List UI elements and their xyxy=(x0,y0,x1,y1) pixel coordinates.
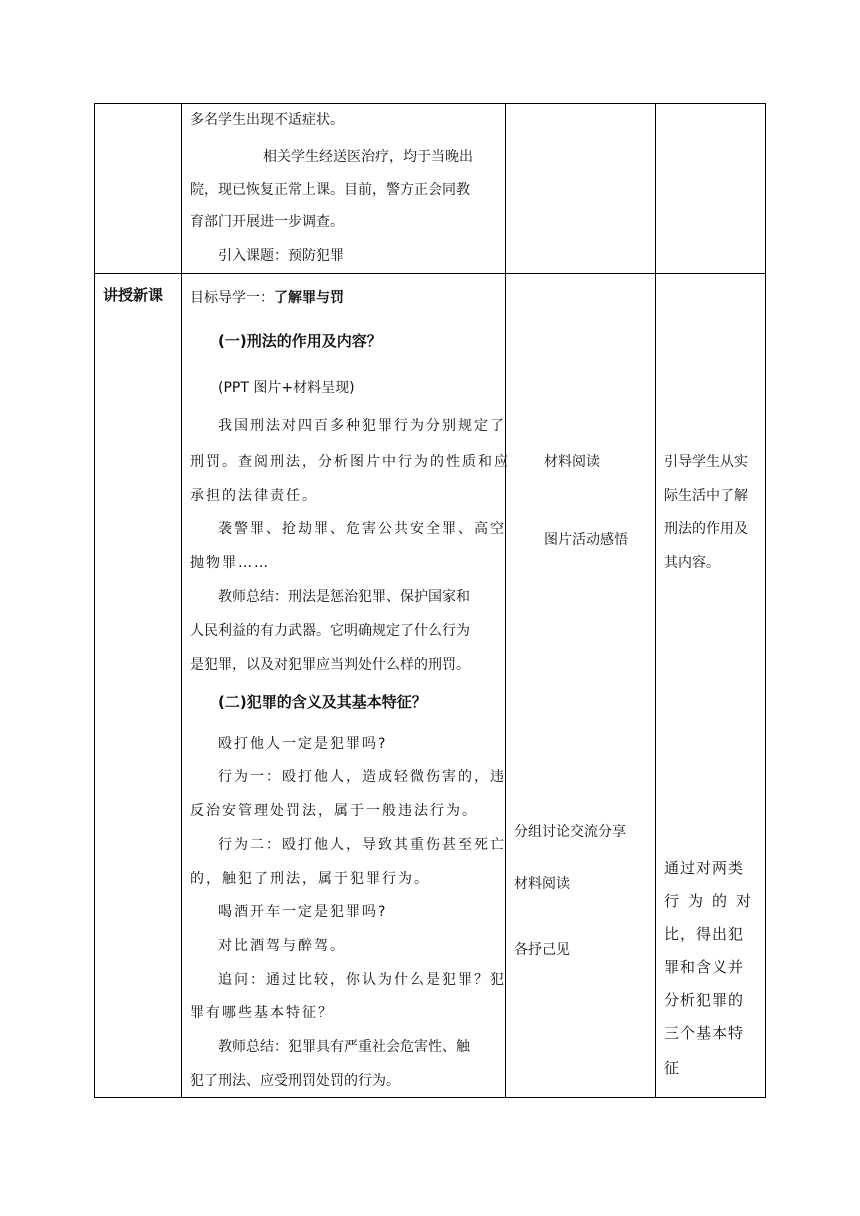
intent1-line-3: 刑法的作用及 xyxy=(664,521,748,537)
section2-line-11: 犯了刑法、应受刑罚处罚的行为。 xyxy=(190,1073,400,1089)
row1-line-5: 引入课题：预防犯罪 xyxy=(218,248,344,264)
column-divider-1 xyxy=(181,103,182,1098)
section2-line-7: 对比酒驾与醉驾。 xyxy=(218,938,346,954)
section2-line-9: 罪有哪些基本特征？ xyxy=(190,1005,334,1021)
activity-group-discussion: 分组讨论交流分享 xyxy=(514,824,626,840)
intent2-line-7: 征 xyxy=(664,1059,680,1077)
activity-material-reading-2: 材料阅读 xyxy=(514,876,570,892)
section1-line-7: 人民利益的有力武器。它明确规定了什么行为 xyxy=(190,623,470,639)
section2-line-4: 行为二：殴打他人，导致其重伤甚至死亡 xyxy=(218,837,506,853)
section1-line-8: 是犯罪，以及对犯罪应当判处什么样的刑罚。 xyxy=(190,657,470,673)
intent2-line-5: 分析犯罪的 xyxy=(664,991,745,1009)
table-left-border xyxy=(94,103,95,1098)
goal-prefix: 目标导学一： xyxy=(190,290,274,306)
column-divider-2 xyxy=(505,103,506,1098)
intent2-line-2: 行为的对 xyxy=(664,892,761,910)
section1-line-6: 教师总结：刑法是惩治犯罪、保护国家和 xyxy=(218,589,470,605)
activity-share-opinions: 各抒己见 xyxy=(514,942,570,958)
section-label: 讲授新课 xyxy=(103,286,164,304)
section1-line-5: 抛物罪…… xyxy=(190,555,270,571)
section2-line-2: 行为一：殴打他人，造成轻微伤害的，违 xyxy=(218,769,506,785)
table-bottom-border xyxy=(94,1097,766,1098)
row-divider xyxy=(94,273,766,274)
section2-line-8: 追问：通过比较，你认为什么是犯罪？犯 xyxy=(218,972,506,988)
goal-title: 了解罪与罚 xyxy=(274,290,344,306)
section2-line-1: 殴打他人一定是犯罪吗? xyxy=(218,736,388,752)
section2-line-10: 教师总结：犯罪具有严重社会危害性、触 xyxy=(218,1039,470,1055)
column-divider-3 xyxy=(655,103,656,1098)
goal-line xyxy=(190,288,344,308)
intent2-line-4: 罪和含义并 xyxy=(664,958,745,976)
row1-line-1: 多名学生出现不适症状。 xyxy=(190,112,344,128)
intent1-line-4: 其内容。 xyxy=(664,555,720,571)
intent2-line-1: 通过对两类 xyxy=(664,859,745,877)
table-right-border xyxy=(765,103,766,1098)
section2-line-3: 反治安管理处罚法，属于一般违法行为。 xyxy=(190,803,478,819)
intent2-line-6: 三个基本特 xyxy=(664,1024,745,1042)
section1-source: (PPT 图片+材料呈现) xyxy=(218,380,355,396)
section1-line-1: 我国刑法对四百多种犯罪行为分别规定了 xyxy=(218,418,506,434)
row1-line-4: 育部门开展进一步调查。 xyxy=(190,214,344,230)
section1-line-4: 袭警罪、抢劫罪、危害公共安全罪、高空 xyxy=(218,521,506,537)
activity-material-reading: 材料阅读 xyxy=(544,454,600,470)
row1-line-3: 院，现已恢复正常上课。目前，警方正会同教 xyxy=(190,182,470,198)
section1-line-3: 承担的法律责任。 xyxy=(190,488,318,504)
section2-heading: (二)犯罪的含义及其基本特征？ xyxy=(218,693,427,711)
section2-line-6: 喝酒开车一定是犯罪吗? xyxy=(218,904,388,920)
section2-line-5: 的，触犯了刑法，属于犯罪行为。 xyxy=(190,871,430,887)
table-top-border xyxy=(94,103,766,104)
row1-line-2: 相关学生经送医治疗，均于当晚出 xyxy=(263,149,473,165)
intent1-line-1: 引导学生从实 xyxy=(664,454,748,470)
intent1-line-2: 际生活中了解 xyxy=(664,488,748,504)
section1-line-2: 刑罚。查阅刑法，分析图片中行为的性质和应 xyxy=(190,454,510,470)
intent2-line-3: 比，得出犯 xyxy=(664,925,745,943)
activity-picture-reflection: 图片活动感悟 xyxy=(544,532,628,548)
section1-heading: (一)刑法的作用及内容？ xyxy=(218,332,382,350)
